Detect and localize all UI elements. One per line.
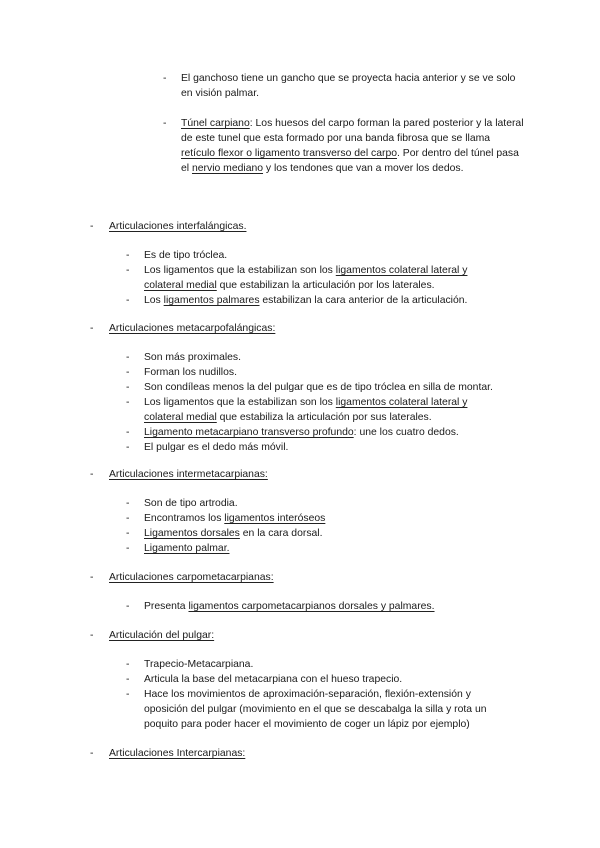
bullet-dash: -	[90, 323, 94, 334]
list-item	[126, 496, 501, 511]
item-text	[181, 116, 525, 176]
list-item	[126, 263, 501, 293]
bullet-dash: -	[126, 674, 130, 685]
bullet-dash: -	[90, 221, 94, 232]
text-run: . Por dentro del túnel pasa el	[181, 148, 519, 174]
text-run: Son de tipo artrodia.	[144, 498, 238, 509]
text-run: Encontramos los	[144, 513, 225, 524]
heading-text: Articulaciones carpometacarpianas:	[109, 572, 274, 583]
text-run: Ligamento palmar.	[144, 543, 230, 554]
bullet-dash: -	[126, 382, 130, 393]
text-run: ligamentos colateral lateral y colateral medial	[144, 397, 468, 423]
bullet-dash: -	[126, 427, 130, 438]
text-run: que estabiliza la articulación por sus laterales.	[216, 412, 432, 423]
bullet-dash: -	[126, 659, 130, 670]
bullet-dash: -	[126, 367, 130, 378]
text-run: ligamentos palmares	[163, 295, 260, 306]
list-item	[126, 541, 501, 556]
bullet-dash: -	[126, 689, 130, 700]
text-run: Los ligamentos que la estabilizan son los	[144, 397, 336, 408]
bullet-dash: -	[126, 513, 130, 524]
text-run: Los ligamentos que la estabilizan son los	[144, 265, 336, 276]
list-item	[126, 350, 521, 365]
list-item	[126, 672, 504, 687]
text-run: nervio mediano	[191, 163, 264, 174]
list-item	[126, 511, 501, 526]
list-item	[126, 380, 521, 395]
text-run: Ligamentos dorsales	[144, 528, 240, 539]
bullet-dash: -	[126, 601, 130, 612]
text-run: Ligamento metacarpiano transverso profundo	[144, 427, 354, 438]
text-run: El pulgar es el dedo más móvil.	[144, 442, 289, 453]
text-run: y los tendones que van a mover los dedos.	[263, 163, 464, 174]
text-run: Presenta	[144, 601, 189, 612]
bullet-dash: -	[126, 397, 130, 408]
section-list-interfalangicas	[126, 248, 501, 308]
text-run: estabilizan la cara anterior de la articulación.	[259, 295, 468, 306]
text-run: Los	[144, 295, 164, 306]
section-heading-intercarpianas	[90, 746, 550, 761]
bullet-dash: -	[163, 118, 167, 129]
bullet-dash: -	[163, 73, 167, 84]
section-list-intermetacarpianas	[126, 496, 501, 556]
heading-text: Articulaciones metacarpofalángicas:	[109, 323, 276, 334]
list-item	[126, 425, 521, 440]
list-item	[126, 365, 521, 380]
text-run: ligamentos carpometacarpianos dorsales y palmares.	[188, 601, 435, 612]
heading-text: Articulaciones Intercarpianas:	[109, 748, 246, 759]
bullet-dash: -	[126, 352, 130, 363]
top-item-0	[163, 71, 523, 101]
list-item	[126, 526, 501, 541]
text-run: Son más proximales.	[144, 352, 242, 363]
section-heading-metacarpofalangicas	[90, 321, 550, 336]
bullet-dash: -	[90, 469, 94, 480]
list-item	[126, 687, 504, 732]
bullet-dash: -	[126, 498, 130, 509]
text-run: Túnel carpiano	[181, 118, 250, 129]
text-run: ligamentos colateral lateral y colateral medial	[144, 265, 468, 291]
text-run: Articula la base del metacarpiana con el hueso trapecio.	[144, 674, 403, 685]
text-run: en la cara dorsal.	[239, 528, 323, 539]
list-item	[126, 293, 501, 308]
bullet-dash: -	[90, 630, 94, 641]
text-run: que estabilizan la articulación por los laterales.	[216, 280, 435, 291]
bullet-dash: -	[126, 442, 130, 453]
bullet-dash: -	[90, 572, 94, 583]
section-list-carpometacarpianas	[126, 599, 521, 614]
bullet-dash: -	[126, 543, 130, 554]
section-heading-carpometacarpianas	[90, 570, 550, 585]
bullet-dash: -	[126, 528, 130, 539]
text-run: ligamentos interóseos	[224, 513, 326, 524]
list-item	[126, 440, 521, 455]
list-item	[126, 657, 504, 672]
top-item-1	[163, 116, 525, 176]
section-heading-interfalangicas	[90, 219, 550, 234]
list-item	[126, 395, 501, 425]
item-text	[181, 71, 523, 101]
text-run: : Los huesos del carpo forman la pared posterior y la lateral de este tunel que esta formado por una banda fibrosa que se llama	[181, 118, 524, 144]
text-run: Son condíleas menos la del pulgar que es de tipo tróclea en silla de montar.	[144, 382, 493, 393]
section-list-metacarpofalangicas	[126, 350, 521, 455]
heading-text: Articulaciones interfalángicas.	[109, 221, 247, 232]
text-run: Es de tipo tróclea.	[144, 250, 228, 261]
bullet-dash: -	[126, 265, 130, 276]
text-run: Trapecio-Metacarpiana.	[144, 659, 254, 670]
text-run: retículo flexor o ligamento transverso del carpo	[181, 148, 398, 159]
section-heading-intermetacarpianas	[90, 467, 550, 482]
section-heading-pulgar	[90, 628, 550, 643]
text-run: Forman los nudillos.	[144, 367, 237, 378]
text-run: Hace los movimientos de aproximación-separación, flexión-extensión y oposición del pulgar (movimiento en el que se descabalga la silla y rota un poquito para poder hacer el movimiento de coger un lápiz por ejemplo)	[144, 689, 487, 730]
list-item	[126, 599, 521, 614]
text-run: : une los cuatro dedos.	[353, 427, 459, 438]
bullet-dash: -	[126, 250, 130, 261]
heading-text: Articulaciones intermetacarpianas:	[109, 469, 268, 480]
bullet-dash: -	[90, 748, 94, 759]
list-item	[126, 248, 501, 263]
text-run: El ganchoso tiene un gancho que se proyecta hacia anterior y se ve solo en visión palmar.	[181, 73, 516, 99]
bullet-dash: -	[126, 295, 130, 306]
section-list-pulgar	[126, 657, 504, 732]
heading-text: Articulación del pulgar:	[109, 630, 215, 641]
